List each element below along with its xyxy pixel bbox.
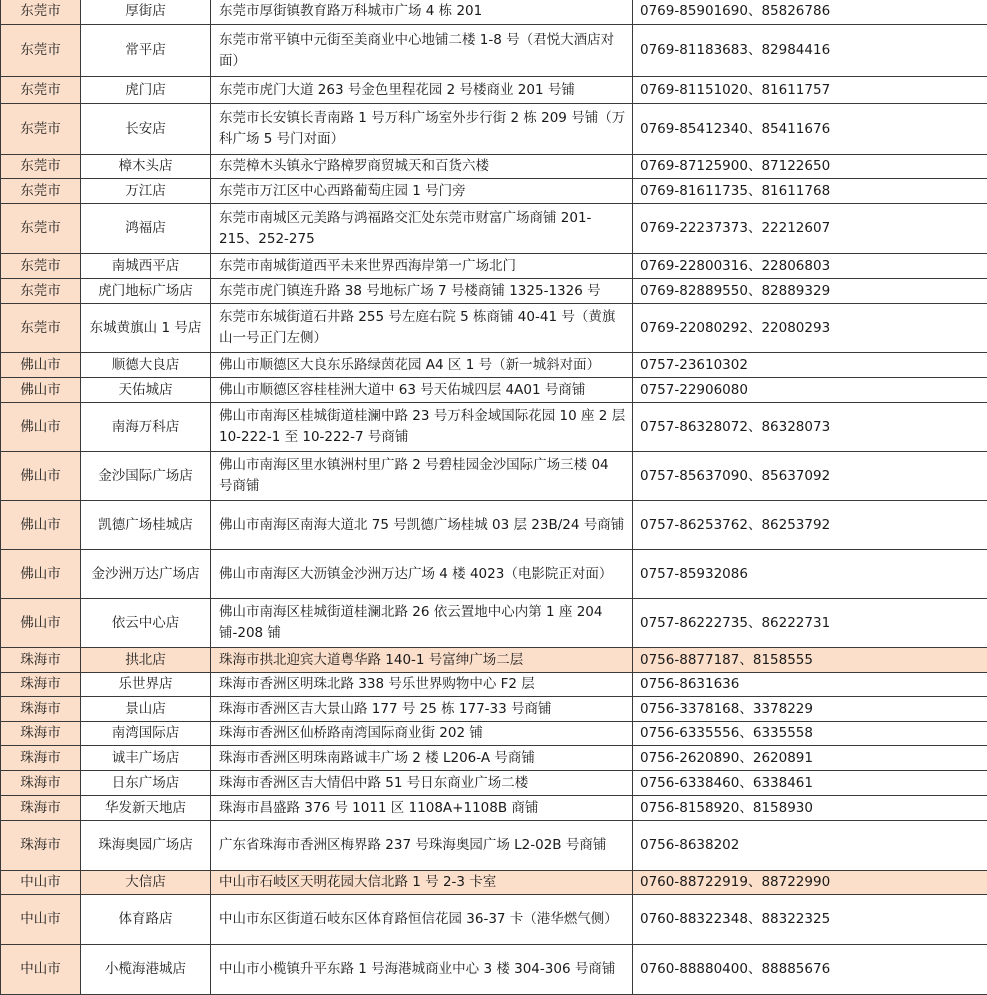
phone-cell: 0757-86222735、86222731 [633,599,987,648]
store-row [1,353,987,378]
city-cell: 东莞市 [1,304,81,353]
store-name-cell: 体育路店 [81,895,211,945]
store-row [1,771,987,796]
store-row [1,0,987,25]
store-row [1,945,987,995]
phone-cell: 0760-88880400、88885676 [633,945,987,995]
address-cell: 佛山市顺德区容桂桂洲大道中 63 号天佑城四层 4A01 号商铺 [211,378,633,403]
phone-cell: 0756-6338460、6338461 [633,771,987,796]
store-name-cell: 华发新天地店 [81,796,211,821]
store-name-cell: 诚丰广场店 [81,746,211,771]
address-cell: 佛山市南海区南海大道北 75 号凯德广场桂城 03 层 23B/24 号商铺 [211,501,633,550]
store-name-cell: 珠海奥园广场店 [81,821,211,871]
store-row [1,25,987,77]
address-cell: 佛山市南海区大沥镇金沙洲万达广场 4 楼 4023（电影院正对面） [211,550,633,599]
store-name-cell: 大信店 [81,871,211,895]
phone-cell: 0769-82889550、82889329 [633,279,987,304]
store-name-cell: 南海万科店 [81,403,211,452]
phone-cell: 0769-22080292、22080293 [633,304,987,353]
phone-cell: 0756-6335556、6335558 [633,722,987,746]
store-row [1,304,987,353]
phone-cell: 0769-81151020、81611757 [633,77,987,104]
store-name-cell: 南城西平店 [81,254,211,279]
phone-cell: 0760-88722919、88722990 [633,871,987,895]
store-row [1,254,987,279]
phone-cell: 0769-81183683、82984416 [633,25,987,77]
city-cell: 珠海市 [1,673,81,697]
store-row [1,155,987,179]
city-cell: 东莞市 [1,204,81,254]
phone-cell: 0769-81611735、81611768 [633,179,987,204]
address-cell: 东莞市虎门大道 263 号金色里程花园 2 号楼商业 201 号铺 [211,77,633,104]
phone-cell: 0756-2620890、2620891 [633,746,987,771]
store-name-cell: 拱北店 [81,648,211,673]
phone-cell: 0756-8158920、8158930 [633,796,987,821]
address-cell: 珠海市香洲区明珠南路诚丰广场 2 楼 L206-A 号商铺 [211,746,633,771]
store-name-cell: 虎门店 [81,77,211,104]
address-cell: 中山市东区街道石岐东区体育路恒信花园 36-37 卡（港华燃气侧） [211,895,633,945]
store-row [1,77,987,104]
store-row [1,697,987,722]
store-name-cell: 乐世界店 [81,673,211,697]
address-cell: 佛山市南海区桂城街道桂澜北路 26 依云置地中心内第 1 座 204 铺-208 铺 [211,599,633,648]
city-cell: 佛山市 [1,403,81,452]
city-cell: 佛山市 [1,452,81,501]
city-cell: 中山市 [1,895,81,945]
phone-cell: 0769-22237373、22212607 [633,204,987,254]
store-name-cell: 天佑城店 [81,378,211,403]
address-cell: 珠海市香洲区明珠北路 338 号乐世界购物中心 F2 层 [211,673,633,697]
address-cell: 东莞市长安镇长青南路 1 号万科广场室外步行街 2 栋 209 号铺（万科广场 5 号门对面） [211,104,633,155]
city-cell: 佛山市 [1,378,81,403]
city-cell: 珠海市 [1,697,81,722]
city-cell: 珠海市 [1,746,81,771]
phone-cell: 0769-22800316、22806803 [633,254,987,279]
store-row [1,821,987,871]
city-cell: 珠海市 [1,722,81,746]
store-row [1,550,987,599]
phone-cell: 0757-22906080 [633,378,987,403]
store-name-cell: 依云中心店 [81,599,211,648]
store-name-cell: 长安店 [81,104,211,155]
phone-cell: 0756-3378168、3378229 [633,697,987,722]
phone-cell: 0756-8877187、8158555 [633,648,987,673]
store-name-cell: 樟木头店 [81,155,211,179]
address-cell: 佛山市南海区里水镇洲村里广路 2 号碧桂园金沙国际广场三楼 04 号商铺 [211,452,633,501]
phone-cell: 0757-86328072、86328073 [633,403,987,452]
store-row [1,673,987,697]
phone-cell: 0757-85932086 [633,550,987,599]
city-cell: 中山市 [1,871,81,895]
store-row [1,279,987,304]
store-name-cell: 小榄海港城店 [81,945,211,995]
address-cell: 东莞市南城街道西平未来世界西海岸第一广场北门 [211,254,633,279]
address-cell: 东莞市厚街镇教育路万科城市广场 4 栋 201 [211,0,633,25]
address-cell: 珠海市拱北迎宾大道粤华路 140-1 号富绅广场二层 [211,648,633,673]
phone-cell: 0757-86253762、86253792 [633,501,987,550]
phone-cell: 0769-85901690、85826786 [633,0,987,25]
store-row [1,722,987,746]
store-name-cell: 东城黄旗山 1 号店 [81,304,211,353]
store-row [1,871,987,895]
store-name-cell: 鸿福店 [81,204,211,254]
phone-cell: 0769-87125900、87122650 [633,155,987,179]
store-row [1,746,987,771]
address-cell: 东莞市万江区中心西路葡萄庄园 1 号门旁 [211,179,633,204]
store-row [1,648,987,673]
address-cell: 珠海市香洲区吉大景山路 177 号 25 栋 177-33 号商铺 [211,697,633,722]
address-cell: 东莞市虎门镇连升路 38 号地标广场 7 号楼商铺 1325-1326 号 [211,279,633,304]
phone-cell: 0757-85637090、85637092 [633,452,987,501]
city-cell: 东莞市 [1,155,81,179]
address-cell: 佛山市南海区桂城街道桂澜中路 23 号万科金域国际花园 10 座 2 层 10-222-1 至 10-222-7 号商铺 [211,403,633,452]
city-cell: 东莞市 [1,279,81,304]
city-cell: 珠海市 [1,796,81,821]
store-directory-body [1,0,987,995]
store-name-cell: 常平店 [81,25,211,77]
city-cell: 佛山市 [1,501,81,550]
city-cell: 东莞市 [1,25,81,77]
store-row [1,403,987,452]
store-row [1,378,987,403]
address-cell: 东莞樟木头镇永宁路樟罗商贸城天和百货六楼 [211,155,633,179]
address-cell: 珠海市昌盛路 376 号 1011 区 1108A+1108B 商铺 [211,796,633,821]
store-row [1,599,987,648]
city-cell: 东莞市 [1,77,81,104]
store-name-cell: 凯德广场桂城店 [81,501,211,550]
phone-cell: 0760-88322348、88322325 [633,895,987,945]
store-name-cell: 厚街店 [81,0,211,25]
address-cell: 中山市石岐区天明花园大信北路 1 号 2-3 卡室 [211,871,633,895]
address-cell: 东莞市东城街道石井路 255 号左庭右院 5 栋商铺 40-41 号（黄旗山一号正门左侧） [211,304,633,353]
address-cell: 东莞市常平镇中元街至美商业中心地铺二楼 1-8 号（君悦大酒店对面） [211,25,633,77]
city-cell: 珠海市 [1,648,81,673]
store-row [1,204,987,254]
phone-cell: 0756-8638202 [633,821,987,871]
store-name-cell: 虎门地标广场店 [81,279,211,304]
store-name-cell: 南湾国际店 [81,722,211,746]
store-row [1,895,987,945]
phone-cell: 0756-8631636 [633,673,987,697]
address-cell: 珠海市香洲区仙桥路南湾国际商业街 202 铺 [211,722,633,746]
store-name-cell: 金沙国际广场店 [81,452,211,501]
phone-cell: 0769-85412340、85411676 [633,104,987,155]
city-cell: 东莞市 [1,104,81,155]
city-cell: 珠海市 [1,771,81,796]
store-row [1,501,987,550]
address-cell: 珠海市香洲区吉大情侣中路 51 号日东商业广场二楼 [211,771,633,796]
address-cell: 广东省珠海市香洲区梅界路 237 号珠海奥园广场 L2-02B 号商铺 [211,821,633,871]
store-name-cell: 景山店 [81,697,211,722]
store-row [1,796,987,821]
store-name-cell: 金沙洲万达广场店 [81,550,211,599]
city-cell: 佛山市 [1,550,81,599]
store-name-cell: 万江店 [81,179,211,204]
city-cell: 中山市 [1,945,81,995]
store-row [1,179,987,204]
address-cell: 中山市小榄镇升平东路 1 号海港城商业中心 3 楼 304-306 号商铺 [211,945,633,995]
city-cell: 东莞市 [1,179,81,204]
city-cell: 东莞市 [1,254,81,279]
city-cell: 东莞市 [1,0,81,25]
city-cell: 珠海市 [1,821,81,871]
city-cell: 佛山市 [1,599,81,648]
address-cell: 东莞市南城区元美路与鸿福路交汇处东莞市财富广场商铺 201-215、252-275 [211,204,633,254]
store-row [1,104,987,155]
address-cell: 佛山市顺德区大良东乐路绿茵花园 A4 区 1 号（新一城斜对面） [211,353,633,378]
city-cell: 佛山市 [1,353,81,378]
store-name-cell: 顺德大良店 [81,353,211,378]
phone-cell: 0757-23610302 [633,353,987,378]
store-name-cell: 日东广场店 [81,771,211,796]
store-row [1,452,987,501]
